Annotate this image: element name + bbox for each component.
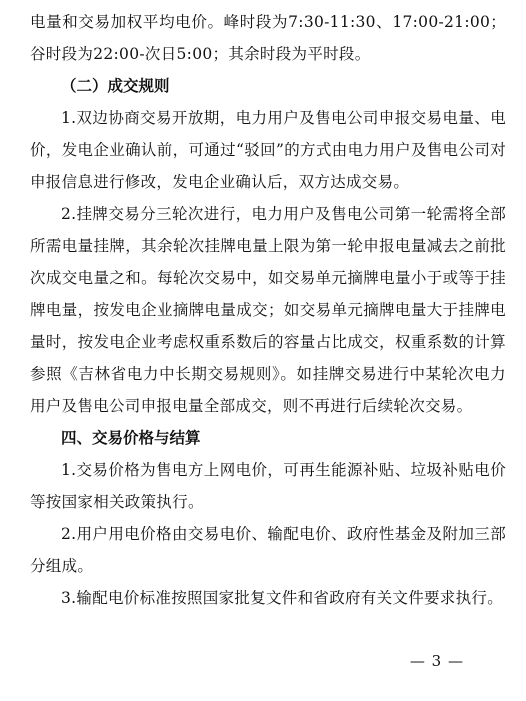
paragraph-price-3: 3.输配电价标准按照国家批复文件和省政府有关文件要求执行。 [61, 589, 503, 607]
page-number: — 3 — [409, 652, 464, 670]
paragraph-rule-2: 2.挂牌交易分三轮次进行，电力用户及售电公司第一轮需将全部所需电量挂牌，其余轮次挂牌电量上限为第一轮申报电量减去之前批次成交电量之和。每轮次交易中，如交易单元摘牌电量小于或等于挂牌电量，按发电企业摘牌电量成交；如交易单元摘牌电量大于挂牌电量时，按发电企业考虑权重系数后的容量占比成交，权重系数的计算参照《吉林省电力中长期交易规则》。如挂牌交易进行中某轮次电力用户及售电公司申报电量全部成交，则不再进行后续轮次交易。 [30, 205, 506, 415]
paragraph-price-2: 2.用户用电价格由交易电价、输配电价、政府性基金及附加三部分组成。 [30, 525, 506, 575]
subheading-transaction-rules: （二）成交规则 [61, 77, 170, 95]
paragraph-rule-1: 1.双边协商交易开放期，电力用户及售电公司申报交易电量、电价，发电企业确认前，可通过“驳回”的方式由电力用户及售电公司对申报信息进行修改，发电企业确认后，双方达成交易。 [30, 109, 506, 191]
paragraph-time-periods: 电量和交易加权平均电价。峰时段为7:30-11:30、17:00-21:00；谷时段为22:00-次日5:00；其余时段为平时段。 [30, 13, 506, 63]
paragraph-price-1: 1.交易价格为售电方上网电价，可再生能源补贴、垃圾补贴电价等按国家相关政策执行。 [30, 461, 506, 511]
section-heading-price-settlement: 四、交易价格与结算 [61, 429, 201, 447]
